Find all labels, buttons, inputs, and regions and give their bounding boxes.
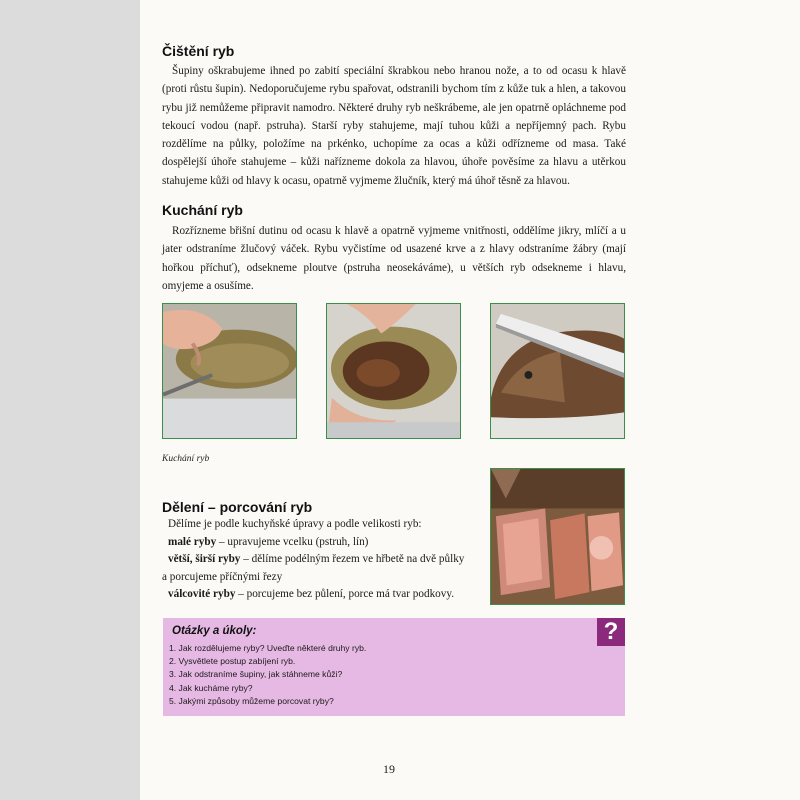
section-title-cisteni: Čištění ryb [162,43,235,59]
section-text-kuchani: Rozřízneme břišní dutinu od ocasu k hlavě a opatrně vyjmeme vnitřnosti, oddělíme jikry, mlíčí a u jater odstraníme žlučový váček. Rybu vyčistíme od usazené krve a z hlavy odstraníme žábry (mají hořkou příchuť), odsekneme ploutve (pstruha neosekáváme), u větších ryb odsekneme i hlavu, omyjeme a osušíme. [162,225,626,292]
question-item: 4. Jak kucháme ryby? [169,682,253,693]
question-item: 1. Jak rozdělujeme ryby? Uveďte některé druhy ryb. [169,643,367,653]
section-text-cisteni: Šupiny oškrabujeme ihned po zabití speciální škrabkou nebo hranou nože, a to od ocasu k hlavě (proti růstu šupin). Nedoporučujeme rybu spařovat, odstranili bychom tím z kůže tuk a hlen, a takovou rybu již nemůžeme připravit namodro. Některé druhy ryb neškrábeme, ale jen opatrně opláchneme pod tekoucí vodou (např. pstruha). Starší ryby stahujeme, mají tuhou kůži a nepříjemný pach. Rybu rozdělíme na půlky, položíme na prkénko, uchopíme za ocas a kůži odřízneme od masa. Také dospělejší úhoře stahujeme – kůži nařízneme dokola za hlavou, úhoře pověsíme za hlavu a utěrkou stahujeme kůži od hlavy k ocasu, opatrně vyjmeme žlučník, který má úhoř těsně za hlavou. [162,65,626,187]
fish-photo-scaling [162,303,297,439]
questions-list [169,642,366,708]
question-item: 3. Jak odstraníme šupiny, jak stáhneme kůži? [169,669,343,680]
page-number: 19 [383,762,395,776]
section-title-porcovani: Dělení – porcování ryb [162,499,313,515]
question-mark-icon: ? [597,618,625,646]
list-item: válcovité ryby – porcujeme bez půlení, porce má tvar podkovy. [168,588,455,601]
questions-title: Otázky a úkoly: [172,625,257,637]
section-text-porcovani [162,516,482,604]
question-item: 5. Jakými způsoby můžeme porcovat ryby? [169,695,334,706]
fish-photo-head-removal [490,303,625,439]
list-item-continuation: a porcujeme příčnými řezy [162,570,283,583]
photo-caption: Kuchání ryb [162,454,210,464]
porce-intro: Dělíme je podle kuchyňské úpravy a podle velikosti ryb: [168,518,422,530]
questions-box [163,618,625,716]
question-item: 2. Vysvětlete postup zabíjení ryb. [169,656,296,667]
list-item: větší, širší ryby – dělíme podélným řezem ve hřbetě na dvě půlky [168,553,465,566]
section-title-kuchani: Kuchání ryb [162,202,243,218]
list-item: malé ryby – upravujeme vcelku (pstruh, lín) [168,535,369,548]
fish-photo-portions [490,468,625,605]
fish-photo-gutting [326,303,461,439]
